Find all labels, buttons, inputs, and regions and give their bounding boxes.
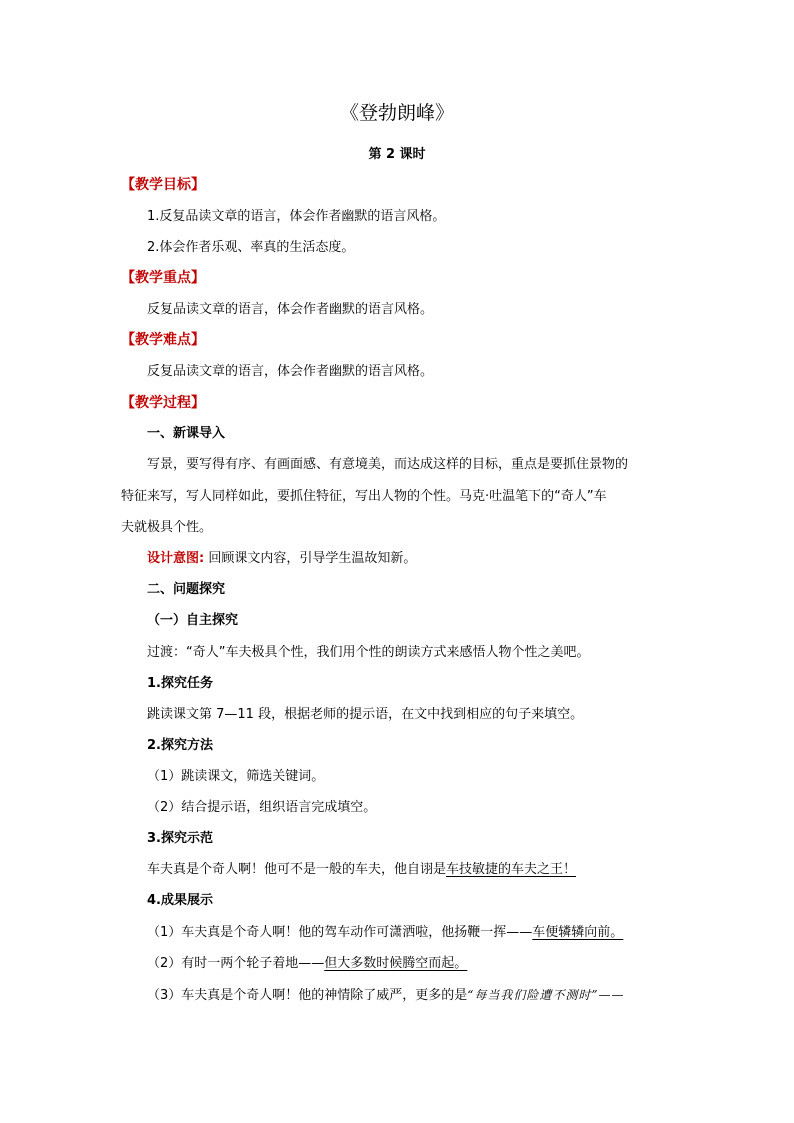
result-item-2-text: （2）有时一两个轮子着地——: [147, 956, 325, 971]
design-intent-text: 回顾课文内容，引导学生温故知新。: [208, 551, 417, 566]
intro-paragraph-line-1: 写景，要写得有序、有画面感、有意境美，而达成这样的目标，重点是要抓住景物的: [147, 457, 629, 472]
design-intent: [147, 550, 416, 568]
demo-heading: 3.探究示范: [147, 831, 213, 846]
result-item-1: [147, 924, 623, 942]
task-text: 跳读课文第 7—11 段，根据老师的提示语，在文中找到相应的句子来填空。: [147, 707, 584, 722]
task-heading: 1.探究任务: [147, 676, 213, 691]
process-heading-intro: 一、新课导入: [147, 426, 226, 441]
process-heading-inquiry: 二、问题探究: [147, 582, 226, 597]
key-text: 反复品读文章的语言，体会作者幽默的语言风格。: [147, 302, 434, 317]
subheading-self-inquiry: （一）自主探究: [147, 613, 239, 628]
demo-sentence-text: 车夫真是个奇人啊！他可不是一般的车夫，他自诩是: [147, 862, 447, 877]
intro-paragraph-line-2: 特征来写，写人同样如此，要抓住特征，写出人物的个性。马克·吐温笔下的“奇人”车: [121, 489, 607, 504]
demo-sentence: [147, 861, 576, 879]
section-heading-difficulty: 【教学难点】: [121, 332, 205, 348]
section-heading-goals: 【教学目标】: [121, 177, 205, 193]
goal-item-1: 1.反复品读文章的语言，体会作者幽默的语言风格。: [147, 209, 446, 224]
method-item-1: （1）跳读课文，筛选关键词。: [147, 769, 325, 784]
section-heading-process: 【教学过程】: [121, 395, 205, 411]
result-item-3-text: （3）车夫真是个奇人啊！他的神情除了威严，更多的是: [147, 988, 468, 1003]
demo-answer-underlined: 车技敏捷的车夫之王！: [446, 862, 577, 877]
transition-text: 过渡：“奇人”车夫极具个性，我们用个性的朗读方式来感悟人物个性之美吧。: [147, 645, 590, 660]
page-title: 《登勃朗峰》: [339, 102, 454, 124]
result-item-3-quote: “每当我们险遭不测时”——: [467, 988, 625, 1002]
goal-item-2: 2.体会作者乐观、率真的生活态度。: [147, 240, 355, 255]
result-heading: 4.成果展示: [147, 893, 213, 908]
section-heading-key: 【教学重点】: [121, 270, 205, 286]
method-heading: 2.探究方法: [147, 738, 213, 753]
result-item-3: [147, 986, 625, 1005]
result-item-2-answer: 但大多数时候腾空而起。: [324, 956, 468, 971]
difficulty-text: 反复品读文章的语言，体会作者幽默的语言风格。: [147, 364, 434, 379]
method-item-2: （2）结合提示语，组织语言完成填空。: [147, 800, 377, 815]
result-item-2: [147, 955, 467, 973]
design-intent-label: 设计意图:: [147, 551, 205, 566]
intro-paragraph-line-3: 夫就极具个性。: [121, 520, 213, 535]
result-item-1-text: （1）车夫真是个奇人啊！他的驾车动作可潇洒啦，他扬鞭一挥——: [147, 925, 533, 940]
result-item-1-answer: 车便辚辚向前。: [532, 925, 624, 940]
page-subtitle: 第 2 课时: [368, 147, 426, 162]
